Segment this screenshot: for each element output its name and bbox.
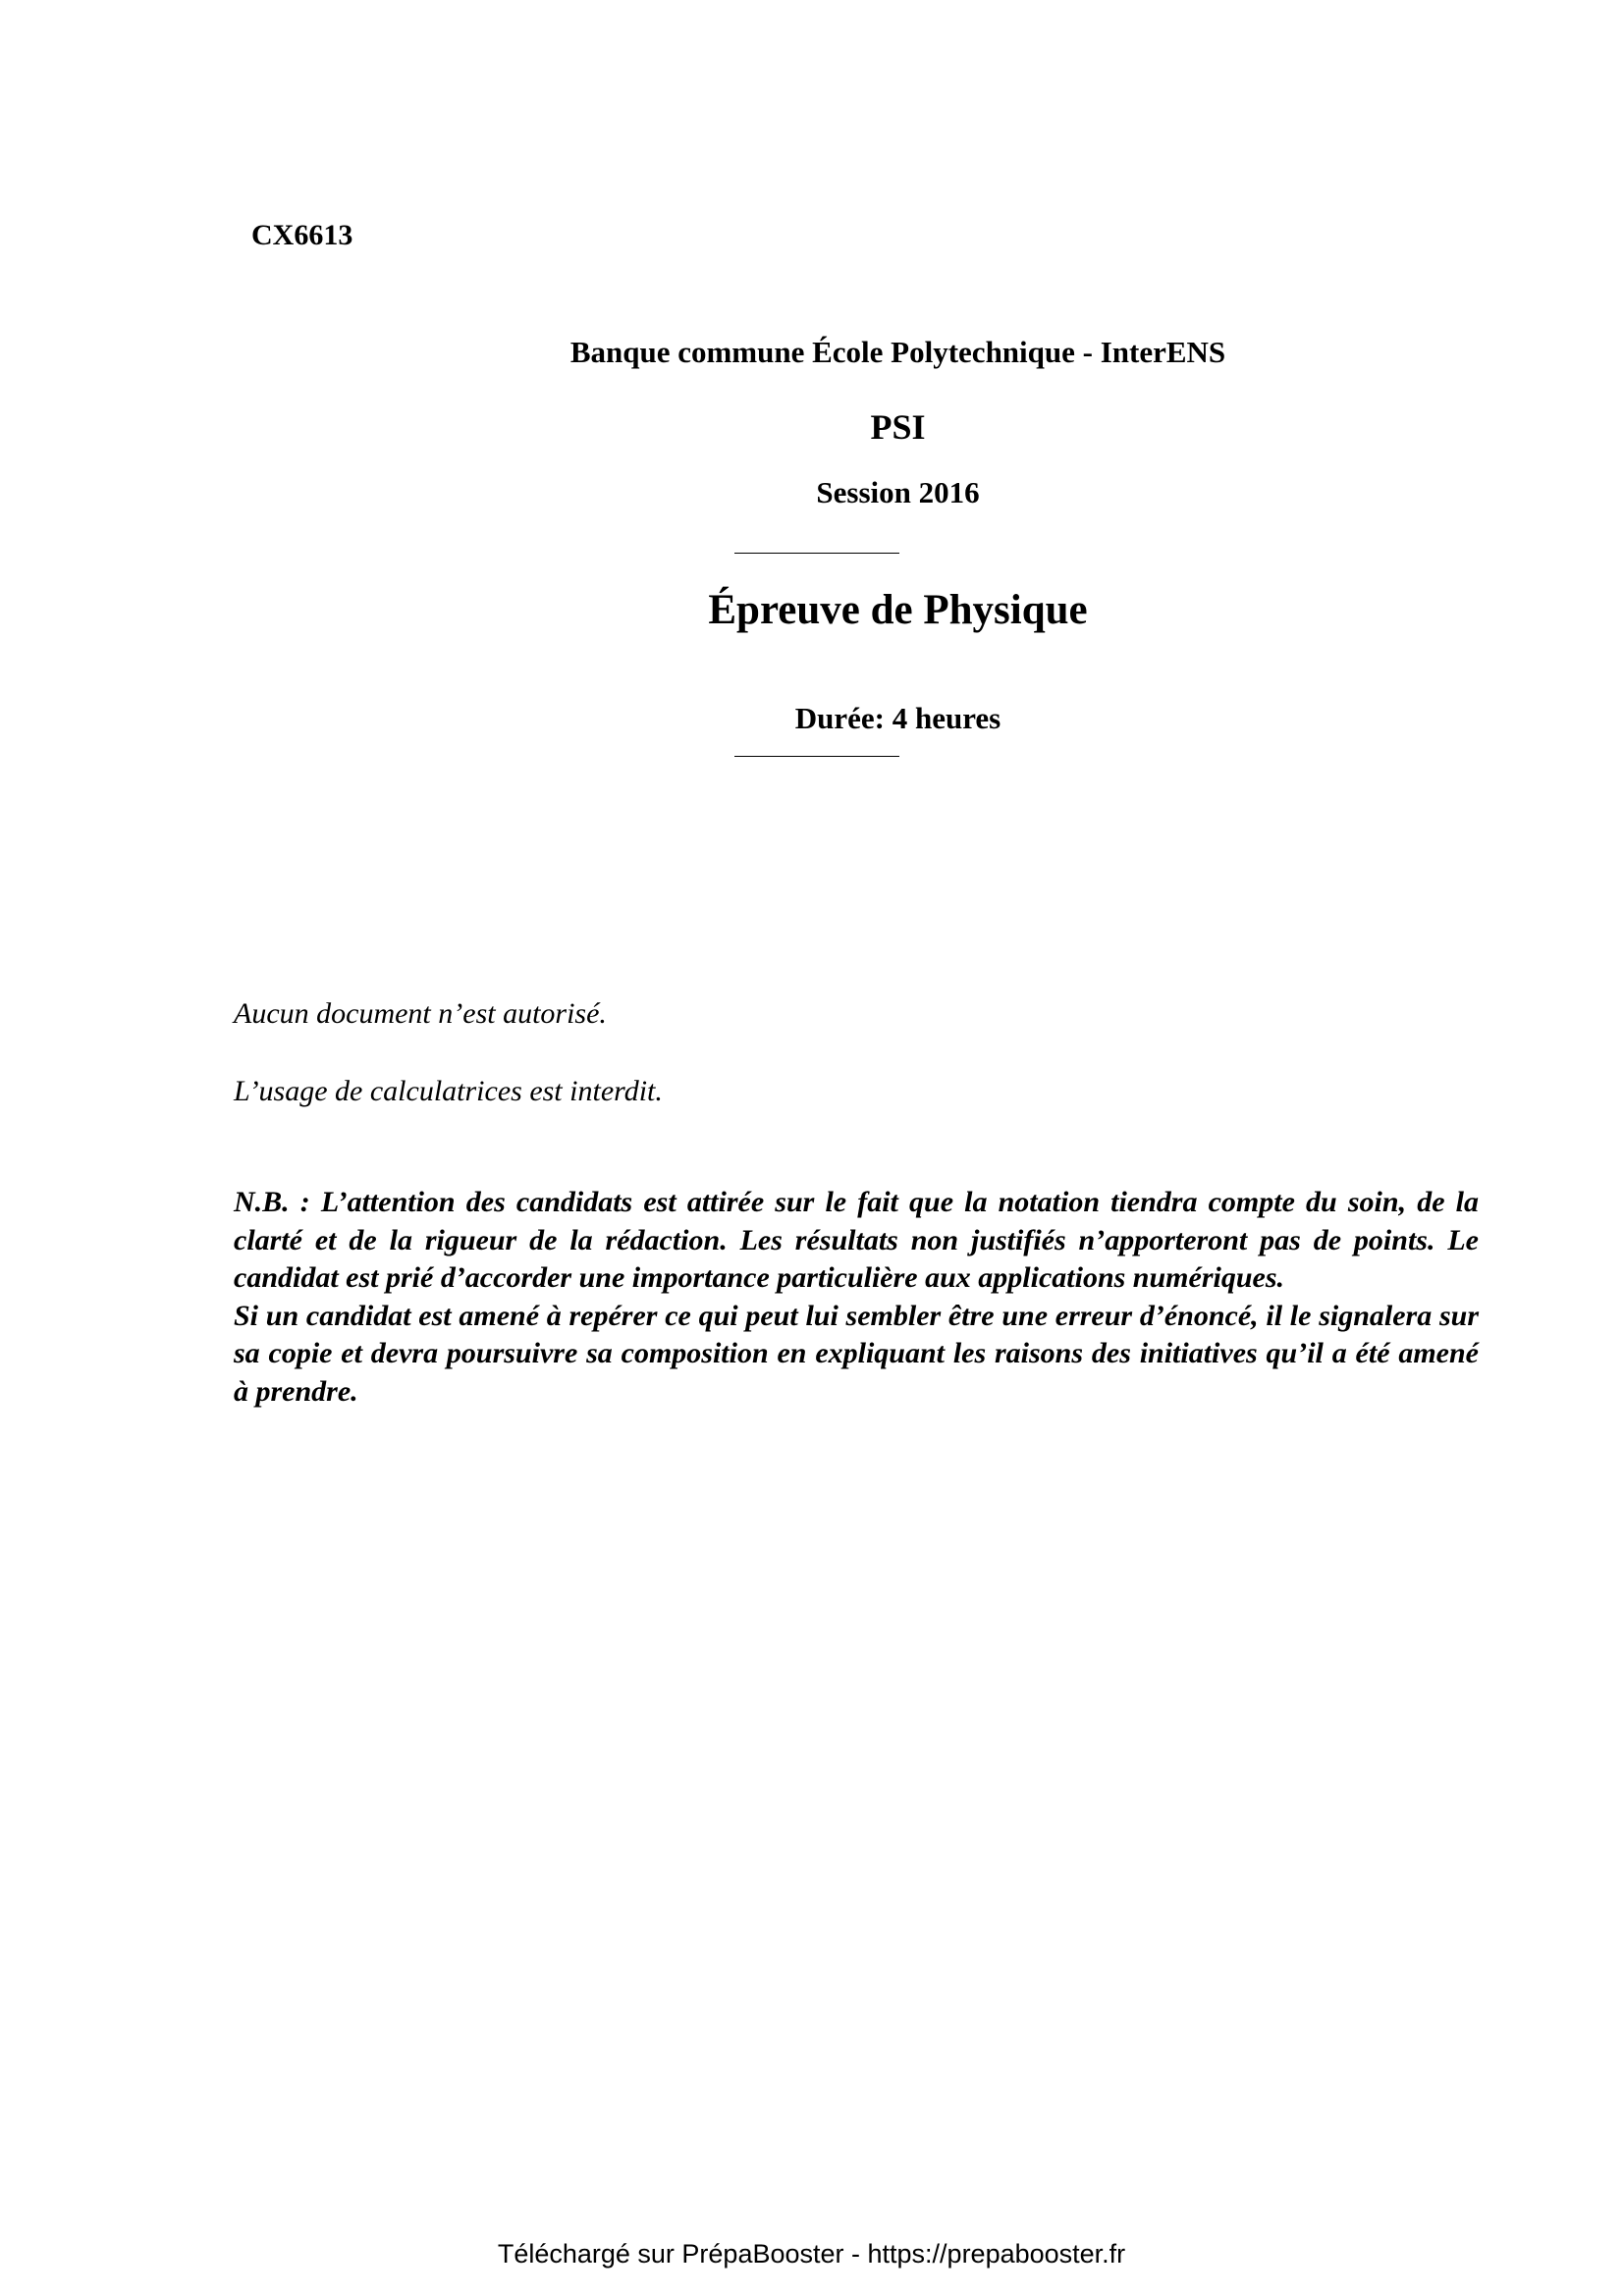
exam-session: Session 2016 [816,475,980,509]
exam-bank-title: Banque commune École Polytechnique - InterENS [569,335,1226,369]
exam-track: PSI [870,407,926,447]
title-divider-bottom [734,756,899,757]
no-calculators-notice: L’usage de calculatrices est interdit. [234,1075,663,1107]
nb-instructions [234,1184,1479,1411]
no-documents-notice: Aucun document n’est autorisé. [234,997,607,1030]
nb-paragraph-grading: N.B. : L’attention des candidats est attirée sur le fait que la notation tiendra compte du soin, de la clarté et de la rigueur de la rédaction. Les résultats non justifiés n’apporteront pas de points. Le candidat est prié d’accorder une importance particulière aux applications numériques. [234,1186,1479,1294]
page-title: Épreuve de Physique [708,587,1088,633]
exam-code: CX6613 [251,219,353,251]
download-footer: Téléchargé sur PrépaBooster - https://prepabooster.fr [497,2239,1126,2269]
title-divider-top [734,553,899,554]
exam-duration: Durée: 4 heures [794,701,1001,735]
nb-paragraph-errors: Si un candidat est amené à repérer ce qui peut lui sembler être une erreur d’énoncé, il le signalera sur sa copie et devra poursuivre sa composition en expliquant les raisons des initiatives qu’il a été amené à prendre. [234,1299,1479,1408]
